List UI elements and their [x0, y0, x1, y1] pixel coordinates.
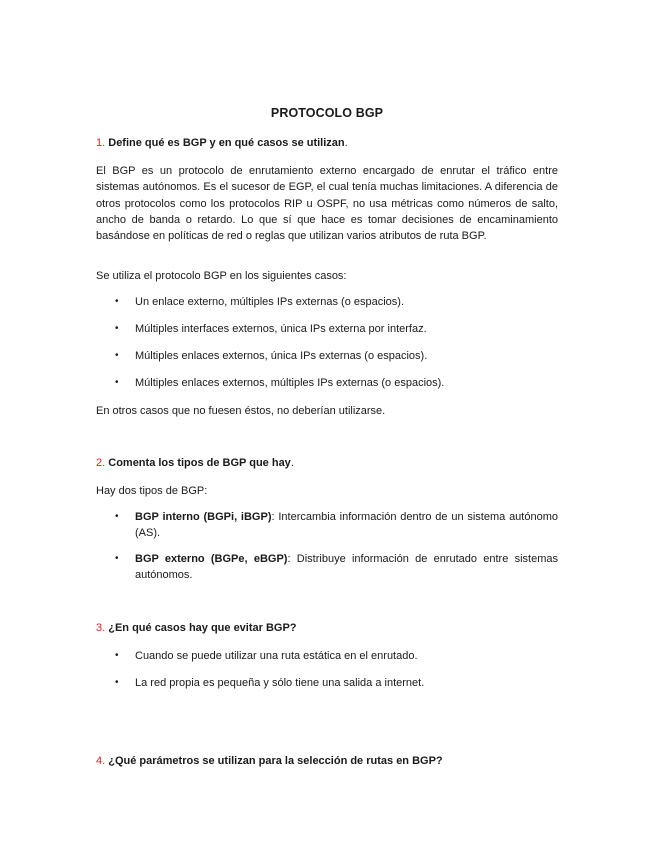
question-end: . — [344, 137, 348, 149]
term: BGP interno (BGPi, iBGP) — [135, 511, 272, 523]
question-end: . — [290, 457, 294, 469]
page-title: PROTOCOLO BGP — [270, 106, 384, 120]
question-number: 3. — [96, 622, 106, 634]
question-3 — [96, 622, 558, 634]
section-2-lead: Hay dos tipos de BGP: — [96, 485, 208, 497]
list-item-text: Múltiples enlaces externos, única IPs externas (o espacios). — [135, 350, 428, 362]
question-text: ¿Qué parámetros se utilizan para la selección de rutas en BGP? — [108, 755, 443, 767]
list-item-text: La red propia es pequeña y sólo tiene una salida a internet. — [135, 677, 425, 689]
list-item-text: Múltiples enlaces externos, múltiples IPs externas (o espacios). — [135, 377, 445, 389]
list-item-text — [135, 551, 558, 584]
question-number: 1. — [96, 137, 106, 149]
description: : Distribuye información de enrutado entre sistemas autónomos. — [135, 553, 558, 582]
list-item-text: Cuando se puede utilizar una ruta estática en el enrutado. — [135, 650, 418, 662]
section-1-closing: En otros casos que no fuesen éstos, no deberían utilizarse. — [96, 405, 386, 417]
bullet-icon: • — [115, 677, 119, 688]
list-item-text: Un enlace externo, múltiples IPs externas (o espacios). — [135, 296, 405, 308]
bullet-icon: • — [115, 296, 119, 307]
bullet-icon: • — [115, 553, 119, 564]
question-text: Define qué es BGP y en qué casos se utilizan — [108, 137, 345, 149]
section-1-intro: El BGP es un protocolo de enrutamiento externo encargado de enrutar el tráfico entre sistemas autónomos. Es el sucesor de EGP, el cual tenía muchas limitaciones. A diferencia de otros protocolos como los protocolos RIP u OSPF, no usa métricas como números de salto, ancho de banda o retardo. Lo que sí que hace es tomar decisiones de encaminamiento basándose en políticas de red o reglas que utilizan varios atributos de ruta BGP. — [96, 165, 558, 243]
description: : Intercambia información dentro de un sistema autónomo (AS). — [135, 511, 558, 540]
section-1-lead: Se utiliza el protocolo BGP en los siguientes casos: — [96, 270, 347, 282]
list-item-text — [135, 509, 558, 542]
bullet-icon: • — [115, 350, 119, 361]
question-1 — [96, 137, 558, 149]
bullet-icon: • — [115, 323, 119, 334]
bullet-icon: • — [115, 377, 119, 388]
question-number: 2. — [96, 457, 106, 469]
question-number: 4. — [96, 755, 106, 767]
question-2 — [96, 457, 558, 469]
question-text: Comenta los tipos de BGP que hay — [108, 457, 291, 469]
question-text: ¿En qué casos hay que evitar BGP? — [108, 622, 297, 634]
list-item-text: Múltiples interfaces externos, única IPs externa por interfaz. — [135, 323, 427, 335]
bullet-icon: • — [115, 511, 119, 522]
bullet-icon: • — [115, 650, 119, 661]
term: BGP externo (BGPe, eBGP) — [135, 553, 288, 565]
question-4 — [96, 755, 558, 767]
